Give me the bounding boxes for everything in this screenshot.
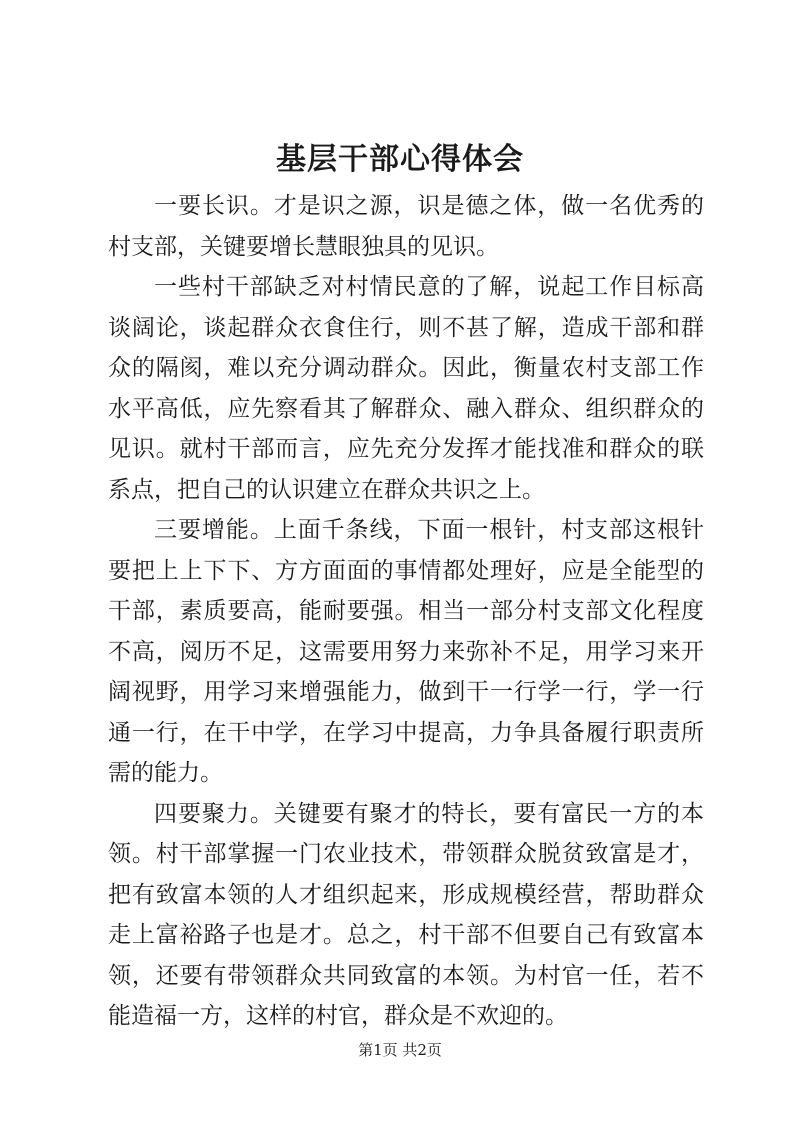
page-title: 基层干部心得体会 [276, 142, 524, 177]
paragraph-3: 三要增能。上面千条线，下面一根针，村支部这根针要把上上下下、方方面面的事情都处理好，应是全能型的干部，素质要高，能耐要强。相当一部分村支部文化程度不高，阅历不足，这需要用努力来弥补不足，用学习来开阔视野，用学习来增强能力，做到干一行学一行，学一行通一行，在干中学，在学习中提高，力争具备履行职责所需的能力。 [108, 517, 704, 786]
page-number-footer: 第1页 共2页 [358, 1041, 442, 1059]
paragraph-4: 四要聚力。关键要有聚才的特长，要有富民一方的本领。村干部掌握一门农业技术，带领群众脱贫致富是才，把有致富本领的人才组织起来，形成规模经营，帮助群众走上富裕路子也是才。总之，村干部不但要自己有致富本领，还要有带领群众共同致富的本领。为村官一任，若不能造福一方，这样的村官，群众是不欢迎的。 [108, 800, 704, 1029]
paragraph-2: 一些村干部缺乏对村情民意的了解，说起工作目标高谈阔论，谈起群众衣食住行，则不甚了解，造成干部和群众的隔阂，难以充分调动群众。因此，衡量农村支部工作水平高低，应先察看其了解群众、融入群众、组织群众的见识。就村干部而言，应先充分发挥才能找准和群众的联系点，把自己的认识建立在群众共识之上。 [108, 274, 704, 503]
document-body [108, 186, 704, 1037]
paragraph-1: 一要长识。才是识之源，识是德之体，做一名优秀的村支部，关键要增长慧眼独具的见识。 [108, 193, 704, 260]
